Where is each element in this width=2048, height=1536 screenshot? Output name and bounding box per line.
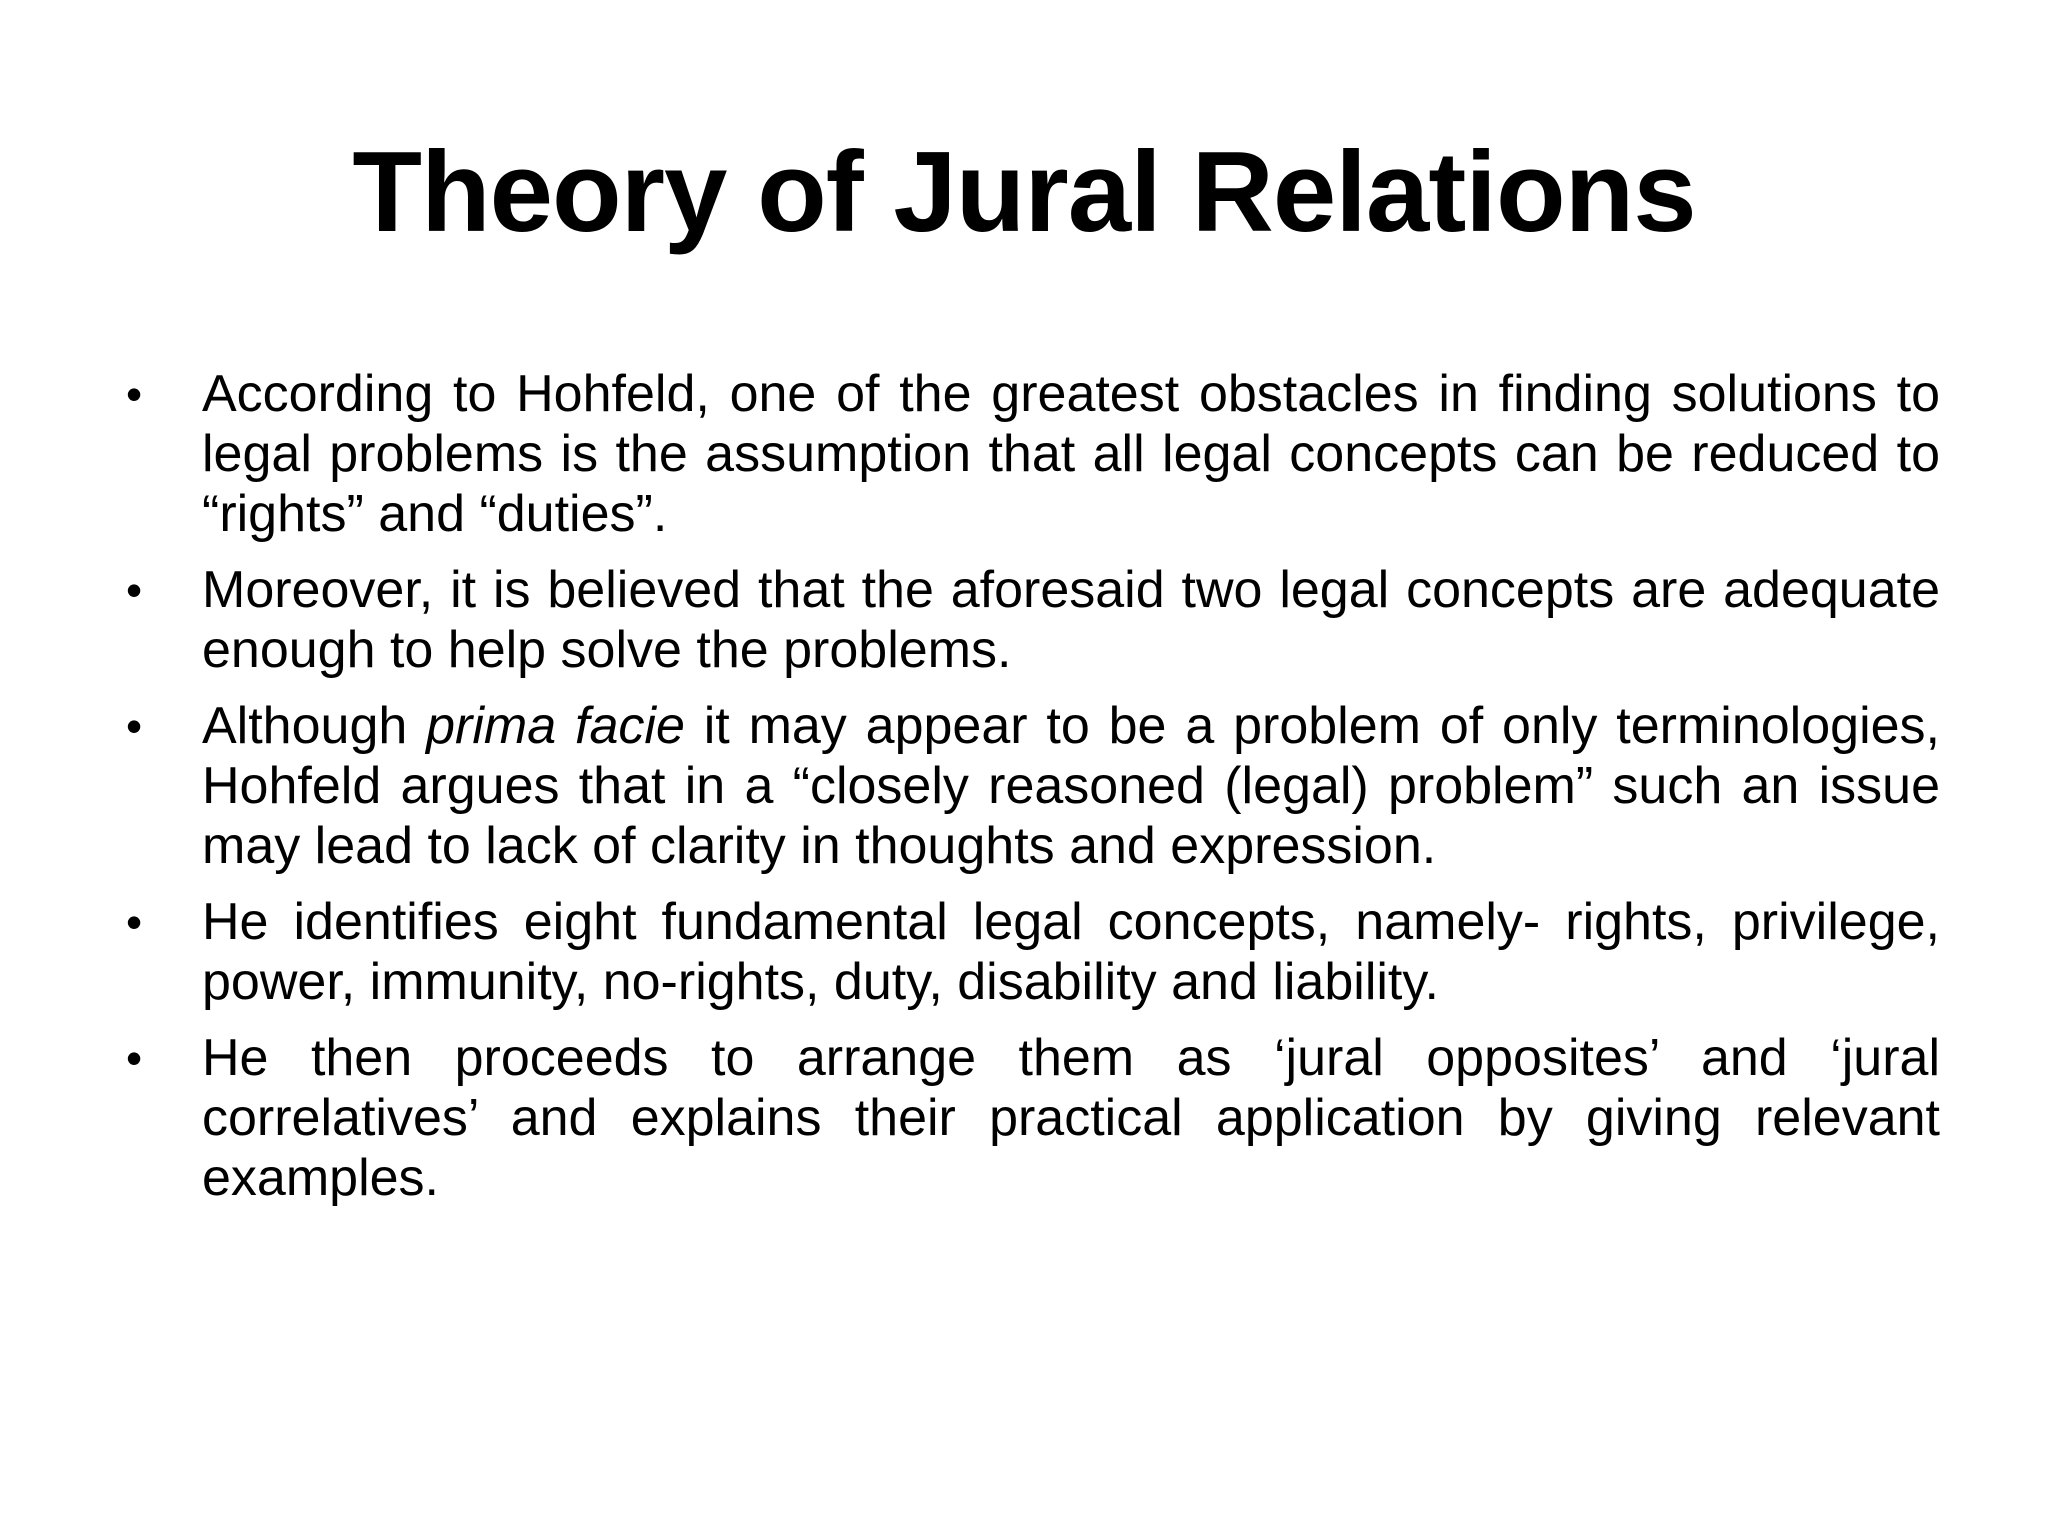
bullet-text-segment: He then proceeds to arrange them as ‘jural opposites’ and ‘jural correlatives’ and explains their practical application by giving relevant examples. [202, 1029, 1940, 1207]
italic-phrase: prima facie [426, 697, 685, 755]
bullet-text [202, 1028, 1940, 1208]
bullet-text-segment: Although [202, 697, 427, 755]
bullet-text-segment: Moreover, it is believed that the aforesaid two legal concepts are adequate enough to help solve the problems. [202, 561, 1940, 679]
bullet-item [120, 696, 1940, 876]
bullet-item [120, 560, 1940, 680]
bullet-text-segment: According to Hohfeld, one of the greatest obstacles in finding solutions to legal problems is the assumption that all legal concepts can be reduced to “rights” and “duties”. [202, 365, 1940, 543]
bullet-marker: • [126, 896, 143, 948]
bullet-marker: • [126, 1032, 143, 1084]
bullet-marker: • [126, 564, 143, 616]
bullet-text [202, 364, 1940, 544]
bullet-text [202, 560, 1940, 680]
bullet-list [120, 364, 1940, 1224]
bullet-item [120, 364, 1940, 544]
slide-title: Theory of Jural Relations [352, 129, 1696, 256]
bullet-marker: • [126, 368, 143, 420]
bullet-text [202, 696, 1940, 876]
bullet-text-segment: it may appear to be a problem of only terminologies, Hohfeld argues that in a “closely reasoned (legal) problem” such an issue may lead to lack of clarity in thoughts and expression. [202, 697, 1940, 875]
bullet-item [120, 892, 1940, 1012]
bullet-text [202, 892, 1940, 1012]
bullet-marker: • [126, 700, 143, 752]
bullet-text-segment: He identifies eight fundamental legal concepts, namely- rights, privilege, power, immunity, no-rights, duty, disability and liability. [202, 893, 1940, 1011]
bullet-item [120, 1028, 1940, 1208]
